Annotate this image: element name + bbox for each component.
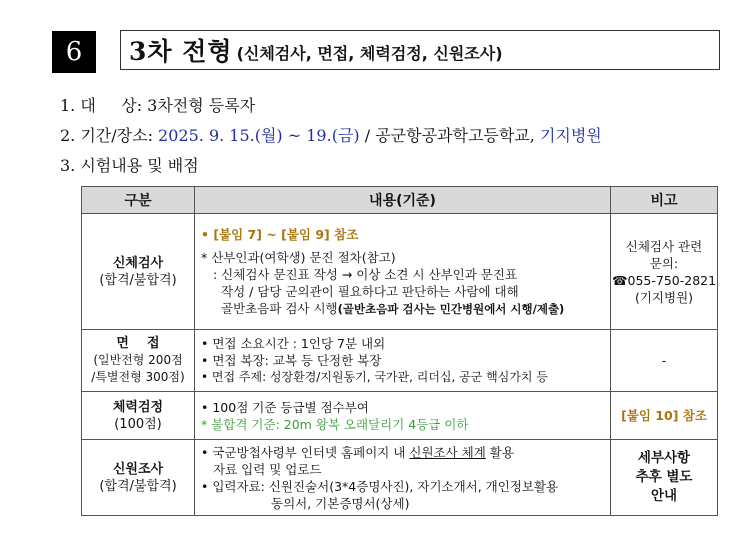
row-category bbox=[82, 330, 195, 392]
remark-line: (기지병원) bbox=[634, 289, 694, 305]
category-note: (합격/불합격) bbox=[99, 272, 177, 288]
item-label: 1. 대 상: bbox=[60, 96, 148, 115]
content-line: • 면접 복장: 교복 등 단정한 복장 bbox=[201, 353, 382, 368]
category-name: 체력검정 bbox=[112, 399, 164, 415]
remark-line: - bbox=[661, 353, 667, 368]
separator: / bbox=[359, 126, 376, 145]
row-remark bbox=[611, 214, 718, 330]
attachment-ref: [붙임 10] 참조 bbox=[621, 408, 707, 423]
phone-number: ☎055-750-2821 bbox=[611, 272, 717, 288]
section-title-box bbox=[120, 30, 720, 70]
item-target bbox=[60, 93, 255, 116]
table-row bbox=[82, 214, 718, 330]
note-bold: (골반초음파 검사는 민간병원에서 시행/제출) bbox=[337, 301, 565, 316]
category-name: 신원조사 bbox=[112, 461, 164, 477]
table-row bbox=[82, 440, 718, 516]
note-line: 작성 / 담당 군의관이 필요하다고 판단하는 사람에 대해 bbox=[221, 283, 519, 299]
category-name: 신체검사 bbox=[112, 255, 164, 271]
content-line: • 면접 주제: 성장환경/지원동기, 국가관, 리더십, 공군 핵심가치 등 bbox=[201, 370, 548, 384]
content-line: • 면접 소요시간 : 1인당 7분 내외 bbox=[201, 336, 386, 351]
category-name: 면 접 bbox=[116, 336, 160, 351]
place-hospital: 기지병원 bbox=[539, 126, 602, 145]
content-line: 활용 bbox=[485, 444, 514, 460]
header-content: 내용(기준) bbox=[195, 187, 611, 214]
row-remark bbox=[611, 392, 718, 440]
item-exam-contents bbox=[60, 153, 199, 176]
category-note: (100점) bbox=[114, 416, 162, 432]
remark-line: 신체검사 관련 bbox=[625, 238, 703, 254]
attachment-ref: • [붙임 7] ~ [붙임 9] 참조 bbox=[201, 226, 359, 242]
section-subtitle: (신체검사, 면접, 체력검정, 신원조사) bbox=[236, 43, 503, 63]
remark-line: 추후 별도 bbox=[635, 469, 693, 485]
content-line: • 입력자료: 신원진술서(3*4증명사진), 자기소개서, 개인정보활용 bbox=[201, 478, 559, 494]
row-remark bbox=[611, 330, 718, 392]
content-line: 자료 입력 및 업로드 bbox=[213, 461, 322, 477]
remark-line: 세부사항 bbox=[637, 450, 691, 466]
item-label: 2. 기간/장소: bbox=[60, 126, 159, 145]
exam-table bbox=[81, 186, 718, 516]
row-category bbox=[82, 392, 195, 440]
item-label: 3. 시험내용 및 배점 bbox=[60, 156, 199, 175]
section-title: 3차 전형 bbox=[129, 37, 233, 66]
row-category bbox=[82, 214, 195, 330]
system-link: 신원조사 체계 bbox=[409, 444, 486, 460]
category-note: /특별전형 300점) bbox=[91, 370, 185, 384]
row-content bbox=[195, 392, 611, 440]
header-category: 구분 bbox=[82, 187, 195, 214]
item-value: 3차전형 등록자 bbox=[147, 96, 256, 115]
row-content bbox=[195, 440, 611, 516]
category-note: (합격/불합격) bbox=[99, 478, 177, 494]
content-line: • 국군방첩사령부 인터넷 홈페이지 내 bbox=[201, 444, 410, 460]
header-remark: 비고 bbox=[611, 187, 718, 214]
section-number: 6 bbox=[52, 31, 96, 73]
table-row bbox=[82, 330, 718, 392]
category-note: (일반전형 200점 bbox=[93, 353, 183, 367]
table-header-row bbox=[82, 187, 718, 214]
item-period-place bbox=[60, 123, 602, 146]
remark-line: 문의: bbox=[649, 255, 679, 271]
note-title: * 산부인과(여학생) 문진 절차(참고) bbox=[201, 249, 396, 265]
content-line: • 100점 기준 등급별 점수부여 bbox=[201, 399, 369, 415]
row-content bbox=[195, 214, 611, 330]
note-line: 골반초음파 검사 시행 bbox=[221, 300, 338, 316]
remark-line: 안내 bbox=[650, 488, 678, 504]
period-date: 2025. 9. 15.(월) ~ 19.(금) bbox=[158, 126, 360, 145]
fail-criteria: * 불합격 기준: 20m 왕복 오래달리기 4등급 이하 bbox=[201, 416, 469, 432]
content-line: 동의서, 기본증명서(상세) bbox=[271, 495, 410, 511]
note-line: : 신체검사 문진표 작성 → 이상 소견 시 산부인과 문진표 bbox=[213, 266, 518, 282]
row-content bbox=[195, 330, 611, 392]
row-remark bbox=[611, 440, 718, 516]
place-school: 공군항공과학고등학교, bbox=[375, 126, 540, 145]
table-row bbox=[82, 392, 718, 440]
row-category bbox=[82, 440, 195, 516]
